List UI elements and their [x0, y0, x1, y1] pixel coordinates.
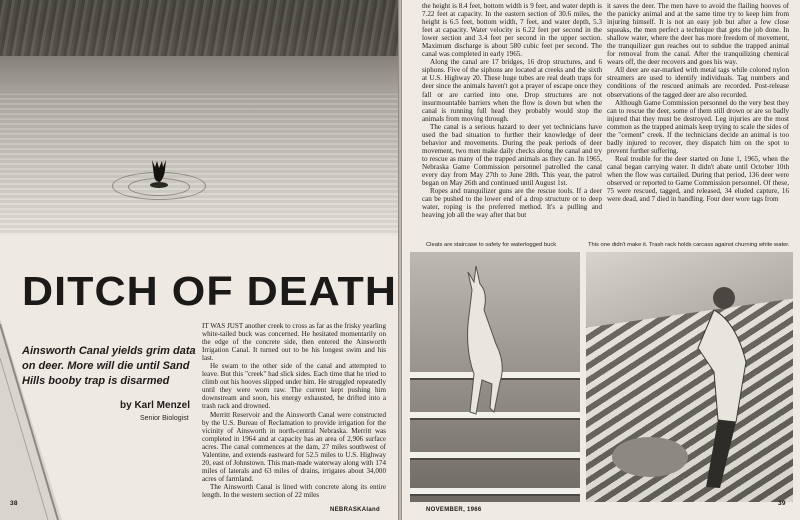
article-deck: Ainsworth Canal yields grim data on deer. More will die until Sand Hills booby trap is disarmed	[22, 345, 196, 387]
paragraph: He swam to the other side of the canal and attempted to leave. But this "creek" had slick sides. Each time that he tried to climb out his hooves slipped under him. He struggled repeatedly until they were worn raw. The current kept pushing him downstream and soon, his energy exhausted, he drifted into a trash rack and drowned.	[202, 362, 386, 411]
buck-silhouette	[410, 252, 580, 502]
paragraph: All deer are ear-marked with metal tags while colored nylon streamers are used to identify individuals. Tag numbers and conditions of the rescued animals are recorded. Post-release observations of the tagged deer are also recorded.	[607, 66, 789, 99]
canal-edge-graphic	[0, 318, 62, 520]
article-title: DITCH OF DEATH	[22, 268, 398, 314]
paragraph: Although Game Commission personnel do the very best they can to rescue the deer, some of them still drown or are so badly injured that they must be destroyed. Leg injuries are the most common as the trapped animals keep trying to scale the sides of the "cement" creek. If the technicians decide an animal is too badly injured to recover, they dispatch him on the spot to prevent further suffering.	[607, 98, 789, 155]
paragraph: Merritt Reservoir and the Ainsworth Canal were constructed by the U.S. Bureau of Reclamation to provide irrigation for the vicinity of Ainsworth in north-central Nebraska. Merritt was completed in 1964 and at capacity has an area of 2,906 surface acres. The canal commences at the dam, 27 miles southwest of Valentine, and extends eastward for 52.5 miles to U.S. Highway 20, east of Johnstown. This man-made waterway along with 174 miles of laterals and 63 miles of drains, irrigates about 34,000 acres of farmland.	[202, 410, 386, 483]
paragraph: The Ainsworth Canal is lined with concrete along its entire length. In the western section of 22 miles	[202, 482, 386, 499]
page-number-right: 39	[778, 500, 786, 507]
article-column-1	[202, 322, 386, 499]
canal-bank	[0, 56, 398, 94]
photo-caption-right: This one didn't make it. Trash rack holds carcass against churning white water.	[588, 242, 790, 248]
canal-photo-swimming-deer	[0, 0, 398, 235]
byline: by Karl Menzel	[120, 400, 191, 411]
canal-water	[0, 92, 398, 235]
paragraph: Ropes and tranquilizer guns are the rescue tools. If a deer can be pushed to the lower end of a drop structure or to deep water, roping is the preferred method. It's a pulling and heaving job all the way after that but	[422, 187, 602, 220]
paragraph: IT WAS JUST another creek to cross as far as the frisky yearling white-tailed buck was concerned. He hesitated momentarily on the edge of the concrete side, then entered the Ainsworth Irrigation Canal. It turned out to be his longest swim and his last.	[202, 322, 386, 363]
paragraph: the height is 8.4 feet, bottom width is 9 feet, and water depth is 7.22 feet at capacity. In the eastern section of 30.6 miles, the height is 6.5 feet, bottom width, 7 feet, and water depth, 5.3 feet at capacity. Water velocity is 6.22 feet per second in the lower section and 3.4 feet per second in the upper section. Maximum discharge is about 580 cubic feet per second. The canal was completed in early 1965.	[422, 2, 602, 59]
left-page	[0, 0, 398, 520]
deer-head-silhouette	[148, 158, 170, 190]
page-number-left: 38	[10, 500, 18, 507]
right-page	[402, 0, 800, 520]
byline-role: Senior Biologist	[140, 415, 189, 422]
photo-caption-left: Cleats are staircase to safety for waterlogged buck	[426, 242, 557, 248]
article-column-3	[607, 2, 789, 203]
paragraph: Real trouble for the deer started on June 1, 1965, when the canal began carrying water. It didn't abate until October 10th when the flow was curtailed. During that period, 136 deer were observed or reported to Game Commission personnel. Of these, 75 were rescued, tagged, and released, 34 eluded capture, 16 were dead, and 7 died in handling. Four deer wore tags from	[607, 154, 789, 204]
paragraph: Along the canal are 17 bridges, 16 drop structures, and 6 siphons. Five of the siphons are located at creeks and the sixth at U.S. Highway 20. These huge tubes are real death traps for deer since the animals haven't got a prayer of escape once they fall or are carried into one. Drop structures are not insurmountable barriers when the flow is down but when the canal is running full head they probably would stop the animals from moving through.	[422, 58, 602, 123]
paragraph: The canal is a serious hazard to deer yet technicians have used the bad situation to further their knowledge of deer behavior and movements. During the peak periods of deer movement, two men make daily checks along the canal and try to rescue as many of the trapped animals as they can. In 1965, Nebraska Game Commission personnel patrolled the canal every day from May 27th to June 28th. This year, the patrol began on May 26th and continued until August 1st.	[422, 122, 602, 188]
paragraph: it saves the deer. The men have to avoid the flailing hooves of the panicky animal and at the same time try to keep him from injuring himself. It is not an easy job but after a few close squeaks, the men perfect a technique that gets the job done. In shallow water, where the deer has more freedom of movement, the tranquilizer gun reaches out to subdue the trapped animal for removal from the canal. After the tranquilizing chemical wears off, the deer recovers and goes his way.	[607, 2, 789, 67]
photo-trash-rack-carcass	[586, 252, 793, 502]
hillside	[0, 0, 398, 58]
photo-buck-on-cleats	[410, 252, 580, 502]
article-column-2	[422, 2, 602, 219]
magazine-name: NEBRASKAland	[330, 507, 380, 513]
issue-date: NOVEMBER, 1966	[426, 507, 482, 513]
man-at-trash-rack	[586, 252, 793, 502]
